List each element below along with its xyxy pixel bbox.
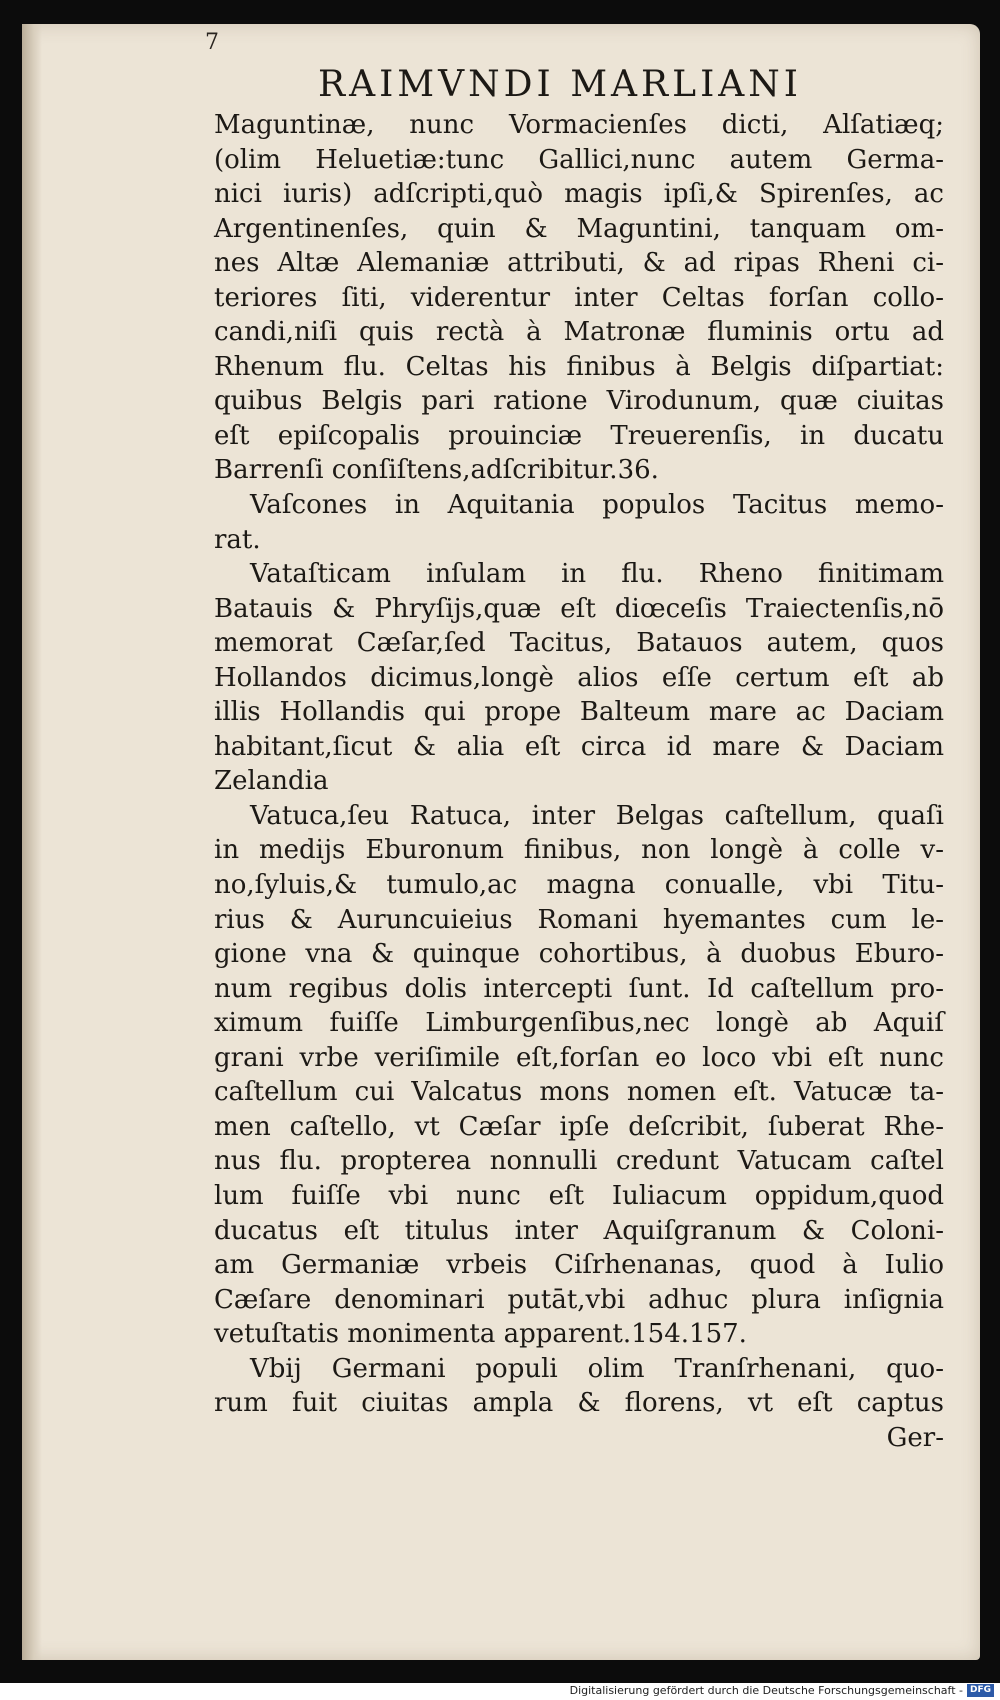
text-line: Zelandia (214, 766, 329, 797)
text-line: Barrenſi conſiſtens,adſcribitur.36. (214, 455, 659, 486)
credit-text: Digitalisierung gefördert durch die Deutsche Forschungsgemeinschaft - (569, 1684, 963, 1697)
text-line: caſtellum cui Valcatus mons nomen eſt. Vatucæ ta- (214, 1077, 944, 1108)
text-line: Rhenum flu. Celtas his finibus à Belgis diſpartiat: (214, 351, 944, 382)
text-line: rum fuit ciuitas ampla & florens, vt eſt captus (214, 1388, 944, 1419)
text-line: rat. (214, 524, 261, 555)
text-line: lum fuiſſe vbi nunc eſt Iuliacum oppidum,quod (214, 1180, 944, 1211)
text-line: Argentinenſes, quin & Maguntini, tanquam om- (214, 213, 944, 244)
text-line: nici iuris) adſcripti,quò magis ipſi,& Spirenſes, ac (214, 179, 944, 210)
catchword: Ger- (886, 1422, 944, 1453)
text-line: num regibus dolis intercepti ſunt. Id caſtellum pro- (214, 973, 944, 1004)
text-line: habitant,ſicut & alia eſt circa id mare & Daciam (214, 731, 944, 762)
text-line: ximum fuiſſe Limburgenſibus,nec longè ab Aquiſ (214, 1008, 944, 1039)
body-text (214, 108, 944, 1455)
paragraph-start: Vaſcones in Aquitania populos Tacitus memo- (250, 490, 944, 521)
text-line: rius & Auruncuieius Romani hyemantes cum le- (214, 904, 944, 935)
text-line: nes Altæ Alemaniæ attributi, & ad ripas Rheni ci- (214, 248, 944, 279)
text-line: Maguntinæ, nunc Vormacienſes dicti, Alſatiæq; (214, 110, 944, 140)
text-line: men caſtello, vt Cæſar ipſe deſcribit, ſuberat Rhe- (214, 1111, 944, 1142)
running-head: RAIMVNDI MARLIANI (317, 64, 803, 105)
text-line: am Germaniæ vrbeis Ciſrhenanas, quod à Iulio (214, 1250, 944, 1281)
text-line: Cæſare denominari putāt,vbi adhuc plura inſignia (214, 1284, 944, 1315)
dfg-logo: DFG (967, 1684, 994, 1697)
paragraph-start: Vatuca,ſeu Ratuca, inter Belgas caſtellum, quaſi (250, 800, 944, 831)
text-line: memorat Cæſar,ſed Tacitus, Batauos autem, quos (214, 628, 944, 659)
text-line: Hollandos dicimus,longè alios eſſe certum eſt ab (214, 662, 944, 693)
text-line: gione vna & quinque cohortibus, à duobus Eburo- (214, 939, 944, 970)
text-line: vetuſtatis monimenta apparent.154.157. (214, 1319, 747, 1350)
paragraph-start: Vataſticam inſulam in flu. Rheno finitimam (250, 559, 944, 590)
digitization-credit (570, 1684, 994, 1697)
text-line: nus flu. propterea nonnulli credunt Vatucam caſtel (214, 1146, 944, 1177)
text-line: ducatus eſt titulus inter Aquiſgranum & Coloni- (214, 1215, 944, 1246)
text-line: no,ſyluis,& tumulo,ac magna conualle, vbi Titu- (214, 870, 944, 901)
text-line: eſt epiſcopalis prouinciæ Treuerenſis, in ducatu (214, 420, 944, 451)
text-line: illis Hollandis qui prope Balteum mare ac Daciam (214, 697, 944, 728)
text-line: in medijs Eburonum finibus, non longè à colle v- (214, 835, 944, 866)
page-gutter-shadow (22, 24, 42, 1660)
text-line: (olim Heluetiæ:tunc Gallici,nunc autem Germa- (214, 144, 944, 175)
text-line: Batauis & Phryſijs,quæ eſt diœceſis Traiectenſis,nō (214, 593, 944, 624)
folio-mark: 7 (205, 30, 219, 55)
text-line: grani vrbe veriſimile eſt,forſan eo loco vbi eſt nunc (214, 1042, 944, 1073)
text-line: quibus Belgis pari ratione Virodunum, quæ ciuitas (214, 386, 944, 417)
text-line: candi,niſi quis rectà à Matronæ fluminis ortu ad (214, 317, 944, 348)
paragraph-start: Vbij Germani populi olim Tranſrhenani, quo- (250, 1353, 944, 1384)
text-line: teriores ſiti, viderentur inter Celtas forſan collo- (214, 282, 944, 313)
